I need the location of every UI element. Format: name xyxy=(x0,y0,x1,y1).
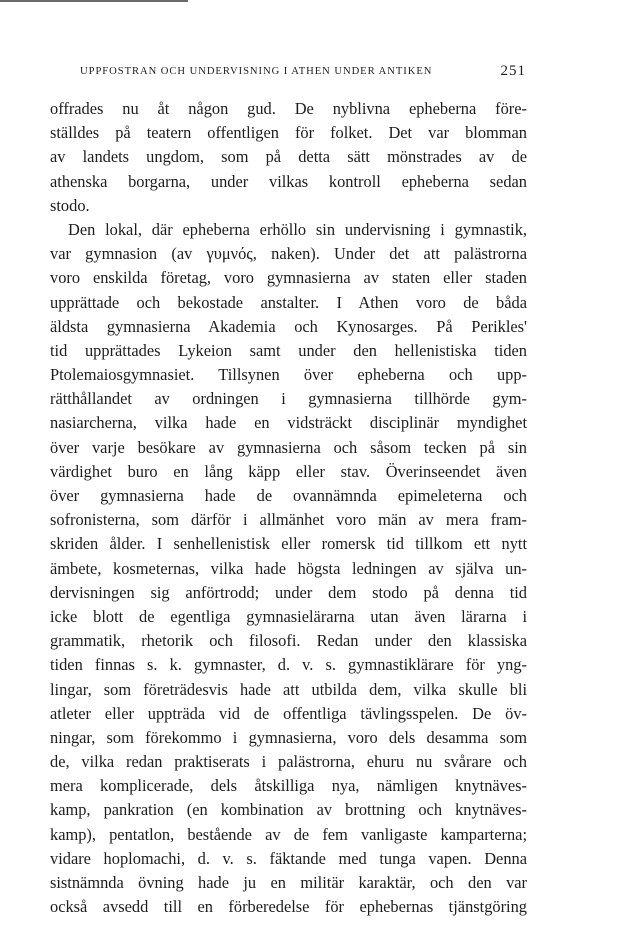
text-line: nasiarcherna, vilka hade en vidsträckt disciplinär myndighet xyxy=(50,413,527,433)
text-line: värdighet buro en lång käpp eller stav. Överinseendet även xyxy=(50,461,527,481)
text-line: offrades nu åt någon gud. De nyblivna epheberna före- xyxy=(50,99,527,118)
text-line: vidare hoplomachi, d. v. s. fäktande med tunga vapen. Denna xyxy=(50,848,527,868)
text-line: upprättade och bekostade anstalter. I Athen voro de båda xyxy=(50,292,527,312)
text-line: mera komplicerade, dels åtskilliga nya, nämligen knytnäves- xyxy=(50,776,527,796)
text-line: dervisningen sig anförtrodd; under dem stodo på denna tid xyxy=(50,582,527,602)
text-line: över gymnasierna hade de ovannämnda epimeleterna och xyxy=(50,486,527,505)
text-line: grammatik, rhetorik och filosofi. Redan under den klassiska xyxy=(50,631,527,651)
text-line: ställdes på teatern offentligen för folket. Det var blomman xyxy=(50,123,527,143)
text-line: de, vilka redan praktiserats i palästrorna, ehuru nu svårare och xyxy=(50,752,527,772)
text-line: Den lokal, där epheberna erhöllo sin undervisning i gymnastik, xyxy=(68,219,527,239)
text-line: ämbete, kosmeternas, vilka hade högsta ledningen av själva un- xyxy=(50,558,527,578)
text-line: också avsedd till en förberedelse för ephebernas tjänstgöring xyxy=(50,897,527,917)
text-line: icke blott de egentliga gymnasielärarna utan även lärarna i xyxy=(50,606,527,626)
top-edge-rule xyxy=(0,0,188,2)
text-line: rätthållandet av ordningen i gymnasierna tillhörde gym- xyxy=(50,389,527,409)
text-line: tid upprättades Lykeion samt under den hellenistiska tiden xyxy=(50,340,527,360)
text-line: voro enskilda företag, voro gymnasierna av staten eller staden xyxy=(50,268,527,288)
text-line: kamp, pankration (en kombination av brottning och knytnäves- xyxy=(50,800,527,820)
text-line: sistnämnda övning hade ju en militär karaktär, och den var xyxy=(50,873,527,892)
running-head xyxy=(80,62,526,84)
page-number: 251 xyxy=(500,63,526,79)
text-line: äldsta gymnasierna Akademia och Kynosarges. På Perikles' xyxy=(50,316,527,336)
running-title: UPPFOSTRAN OCH UNDERVISNING I ATHEN UNDER ANTIKEN xyxy=(80,66,433,77)
text-line: var gymnasion (av γυμνός, naken). Under det att palästrorna xyxy=(50,244,527,264)
text-line: kamp), pentatlon, bestående av de fem vanligaste kamparterna; xyxy=(50,824,527,844)
text-line: tiden finnas s. k. gymnaster, d. v. s. gymnastiklärare för yng- xyxy=(50,655,527,675)
body-text xyxy=(50,97,527,919)
text-line: ningar, som förekommo i gymnasierna, voro dels desamma som xyxy=(50,727,527,747)
text-line: athenska borgarna, under vilkas kontroll epheberna sedan xyxy=(50,171,527,191)
text-line: stodo. xyxy=(50,195,90,215)
text-line: sofronisterna, som därför i allmänhet voro män av mera fram- xyxy=(50,510,527,530)
text-line: skriden ålder. I senhellenistisk eller romersk tid tillkom ett nytt xyxy=(50,534,527,554)
text-line: atleter eller uppträda vid de offentliga tävlingsspelen. De öv- xyxy=(50,703,527,723)
text-line: lingar, som företrädesvis hade att utbilda dem, vilka skulle bli xyxy=(50,679,527,699)
text-line: över varje besökare av gymnasierna och såsom tecken på sin xyxy=(50,437,527,457)
text-line: av landets ungdom, som på detta sätt mönstrades av de xyxy=(50,147,527,167)
text-line: Ptolemaiosgymnasiet. Tillsynen över epheberna och upp- xyxy=(50,365,527,385)
